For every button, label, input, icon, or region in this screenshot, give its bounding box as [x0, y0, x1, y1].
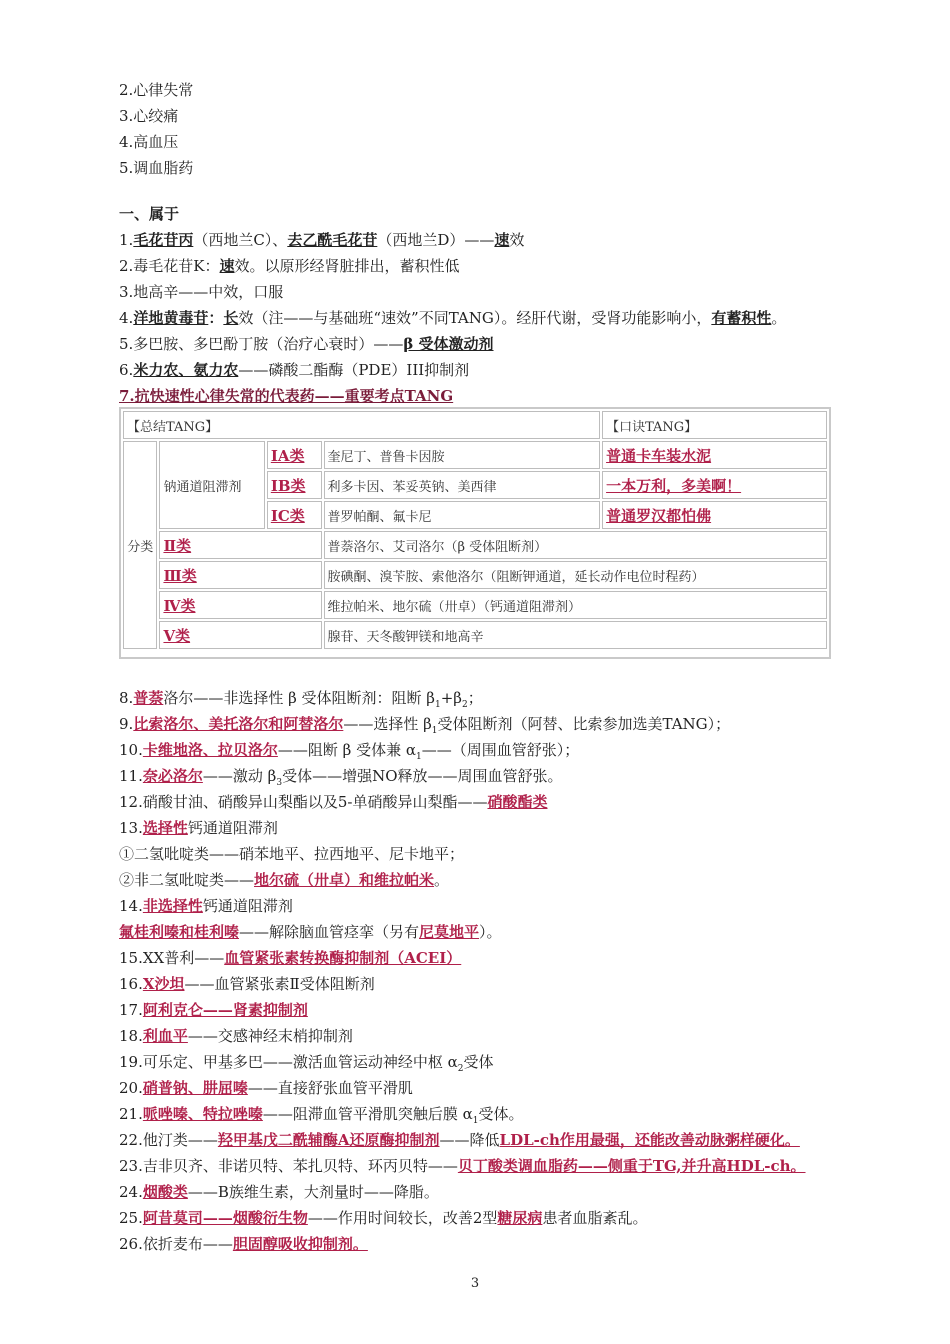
text: ②非二氢吡啶类——: [119, 871, 255, 889]
subscript: 1: [415, 752, 422, 762]
text: ——直接舒张血管平滑肌: [247, 1079, 413, 1097]
item-22: [119, 1128, 800, 1152]
text: 8.: [119, 689, 134, 707]
text: 17.: [119, 1001, 143, 1019]
item-10: [119, 738, 579, 762]
list-item: 2.心律失常: [119, 81, 194, 99]
keyword: 糖尿病: [497, 1209, 543, 1227]
antiarrhythmic-table: [119, 407, 831, 659]
keyword: 非选择性: [142, 897, 203, 915]
mnemonic-cell: 普通罗汉都怕佛: [602, 501, 827, 529]
drug-name: 去乙酰毛花苷: [287, 231, 378, 249]
text: 效: [509, 231, 525, 249]
drug-name: X沙坦: [142, 975, 185, 993]
text: 。: [771, 309, 787, 327]
text: 受体——增强NO释放——周围血管舒张。: [282, 767, 563, 785]
mnemonic-cell: 普通卡车装水泥: [602, 441, 827, 469]
text: ——作用时间较长，改善2型: [307, 1209, 498, 1227]
drug-name: 哌唑嗪、特拉唑嗪: [142, 1105, 263, 1123]
text: 5.多巴胺、多巴酚丁胺（治疗心衰时）——: [119, 335, 404, 353]
drug-name: 氟桂利嗪和桂利嗪: [119, 923, 240, 941]
text: 11.: [119, 767, 143, 785]
text: ——B族维生素，大剂量时——降脂。: [187, 1183, 439, 1201]
item-25: [119, 1206, 647, 1230]
text: 效（注——与基础班“速效”不同TANG）。经肝代谢，受肾功能影响小，: [238, 309, 712, 327]
text: 15.XX普利——: [119, 949, 225, 967]
class-label: Ⅳ类: [159, 591, 321, 619]
item-13: [119, 816, 278, 840]
drug-name: 地尔硫（卅卓）和维拉帕米: [254, 871, 435, 889]
text: 钙通道阻滞剂: [202, 897, 293, 915]
drug-cell: 腺苷、天冬酸钾镁和地高辛: [324, 621, 827, 649]
text: 洛尔——非选择性 β 受体阻断剂：阻断 β: [163, 689, 435, 707]
text: ——激动 β: [202, 767, 277, 785]
item-24: [119, 1180, 439, 1204]
text: 18.: [119, 1027, 143, 1045]
item-3: 3.地高辛——中效，口服: [119, 283, 284, 301]
text: 患者血脂紊乱。: [542, 1209, 648, 1227]
keyword: 速: [219, 257, 235, 275]
keyword: 长: [223, 309, 239, 327]
item-18: [119, 1024, 353, 1048]
keyword: 速: [494, 231, 510, 249]
item-11: [119, 764, 563, 788]
subscript: 3: [276, 778, 283, 788]
item-1: [119, 228, 524, 252]
text: ——解除脑血管痉挛（另有: [239, 923, 420, 941]
text: 2.毒毛花苷K：: [119, 257, 220, 275]
text: ——交感神经末梢抑制剂: [187, 1027, 353, 1045]
drug-name: 米力农、氨力农: [133, 361, 239, 379]
drug-class: 贝丁酸类调血脂药——侧重于TG,并升高HDL-ch。: [457, 1157, 806, 1175]
item-26: [119, 1232, 368, 1256]
class-label: Ⅲ类: [159, 561, 321, 589]
text: 效。以原形经肾脏排出，蓄积性低: [234, 257, 460, 275]
drug-class: 胆固醇吸收抑制剂。: [232, 1235, 368, 1253]
text: 。: [434, 871, 450, 889]
item-21: [119, 1102, 524, 1126]
item-13b: [119, 868, 449, 892]
item-7-heading: 7.抗快速性心律失常的代表药——重要考点TANG: [119, 387, 454, 405]
text: 16.: [119, 975, 143, 993]
mnemonic-header: 【口诀TANG】: [602, 411, 827, 439]
text: ；: [467, 689, 483, 707]
drug-cell: 利多卡因、苯妥英钠、美西律: [324, 471, 601, 499]
text: 12.硝酸甘油、硝酸异山梨酯以及5-单硝酸异山梨酯——: [119, 793, 488, 811]
keyword: β 受体激动剂: [403, 335, 494, 353]
summary-header: 【总结TANG】: [123, 411, 600, 439]
drug-name: 利血平: [142, 1027, 188, 1045]
item-8: [119, 686, 483, 710]
keyword: LDL-ch作用最强，还能改善动脉粥样硬化。: [499, 1131, 800, 1149]
item-16: [119, 972, 375, 996]
drug-cell: 普萘洛尔、艾司洛尔（β 受体阻断剂）: [324, 531, 827, 559]
text: 21.: [119, 1105, 143, 1123]
text: 25.: [119, 1209, 143, 1227]
text: ——磷酸二酯酶（PDE）III抑制剂: [238, 361, 470, 379]
drug-class: 硝酸酯类: [487, 793, 548, 811]
item-14: [119, 894, 293, 918]
drug-name: 硝普钠、肼屈嗪: [142, 1079, 248, 1097]
subscript: 1: [472, 1116, 479, 1126]
drug-cell: 普罗帕酮、氟卡尼: [324, 501, 601, 529]
keyword: 有蓄积性: [711, 309, 772, 327]
item-5: [119, 332, 494, 356]
item-12: [119, 790, 548, 814]
text: 24.: [119, 1183, 143, 1201]
class-label: Ⅴ类: [159, 621, 321, 649]
text: 23.吉非贝齐、非诺贝特、苯扎贝特、环丙贝特——: [119, 1157, 458, 1175]
drug-name: 洋地黄毒苷: [133, 309, 209, 327]
text: ——血管紧张素Ⅱ受体阻断剂: [184, 975, 375, 993]
item-19: [119, 1050, 494, 1074]
text: 22.他汀类——: [119, 1131, 218, 1149]
drug-class: 血管紧张素转换酶抑制剂（ACEI）: [224, 949, 462, 967]
drug-cell: 维拉帕米、地尔硫（卅卓）（钙通道阻滞剂）: [324, 591, 827, 619]
text: 10.: [119, 741, 143, 759]
class-label: ⅠC类: [267, 501, 322, 529]
text: ——阻断 β 受体兼 α: [277, 741, 416, 759]
drug-name: 阿利克仑——肾素抑制剂: [142, 1001, 308, 1019]
text: 13.: [119, 819, 143, 837]
text: ——阻滞血管平滑肌突触后膜 α: [262, 1105, 473, 1123]
text: ）。: [479, 923, 502, 941]
drug-class: 羟甲基戊二酰辅酶A还原酶抑制剂: [217, 1131, 440, 1149]
item-9: [119, 712, 730, 736]
text: 6.: [119, 361, 134, 379]
list-item: 3.心绞痛: [119, 107, 179, 125]
class-label: Ⅱ类: [159, 531, 321, 559]
item-17: [119, 998, 308, 1022]
list-item: 5.调血脂药: [119, 159, 194, 177]
text: 19.可乐定、甲基多巴——激活血管运动神经中枢 α: [119, 1053, 458, 1071]
text: ——（周围血管舒张）；: [421, 741, 580, 759]
drug-name: 卡维地洛、拉贝洛尔: [142, 741, 278, 759]
item-13a: ①二氢吡啶类——硝苯地平、拉西地平、尼卡地平；: [119, 845, 465, 863]
text: 钙通道阻滞剂: [187, 819, 278, 837]
text: 受体阻断剂（阿替、比索参加选美TANG）；: [437, 715, 731, 733]
text: ——选择性 β: [343, 715, 432, 733]
drug-class: 烟酸类: [142, 1183, 188, 1201]
item-20: [119, 1076, 413, 1100]
drug-name: 尼莫地平: [419, 923, 480, 941]
text: 受体: [463, 1053, 494, 1071]
text: 20.: [119, 1079, 143, 1097]
item-4: [119, 306, 786, 330]
sodium-channel-label: 钠通道阻滞剂: [159, 441, 264, 529]
text: （西地兰C）、: [193, 231, 288, 249]
category-label: 分类: [123, 441, 157, 649]
drug-cell: 胺碘酮、溴苄胺、索他洛尔（阻断钾通道，延长动作电位时程药）: [324, 561, 827, 589]
list-item: 4.高血压: [119, 133, 179, 151]
text: 9.: [119, 715, 134, 733]
subscript: 2: [461, 700, 468, 710]
item-14a: [119, 920, 502, 944]
keyword: 选择性: [142, 819, 188, 837]
text: ：: [208, 309, 224, 327]
subscript: 2: [457, 1064, 464, 1074]
summary-table: [121, 409, 829, 651]
drug-cell: 奎尼丁、普鲁卡因胺: [324, 441, 601, 469]
drug-name: 阿昔莫司——烟酸衍生物: [142, 1209, 308, 1227]
subscript: 1: [431, 726, 438, 736]
text: +β: [440, 689, 462, 707]
class-label: ⅠA类: [267, 441, 322, 469]
item-2: [119, 254, 460, 278]
text: 4.: [119, 309, 134, 327]
text: （西地兰D）——: [377, 231, 495, 249]
item-23: [119, 1154, 806, 1178]
text: ——降低: [439, 1131, 500, 1149]
text: 14.: [119, 897, 143, 915]
section-title: 一、属于: [119, 205, 180, 223]
drug-name: 普萘: [133, 689, 164, 707]
text: 1.: [119, 231, 134, 249]
item-6: [119, 358, 469, 382]
page-number: 3: [470, 1276, 480, 1291]
text: 受体。: [478, 1105, 524, 1123]
class-label: ⅠB类: [267, 471, 322, 499]
drug-name: 奈必洛尔: [142, 767, 203, 785]
drug-name: 毛花苷丙: [133, 231, 194, 249]
subscript: 1: [434, 700, 441, 710]
text: 26.依折麦布——: [119, 1235, 233, 1253]
mnemonic-cell: 一本万利，多美啊！: [602, 471, 827, 499]
drug-name: 比索洛尔、美托洛尔和阿替洛尔: [133, 715, 344, 733]
item-15: [119, 946, 461, 970]
